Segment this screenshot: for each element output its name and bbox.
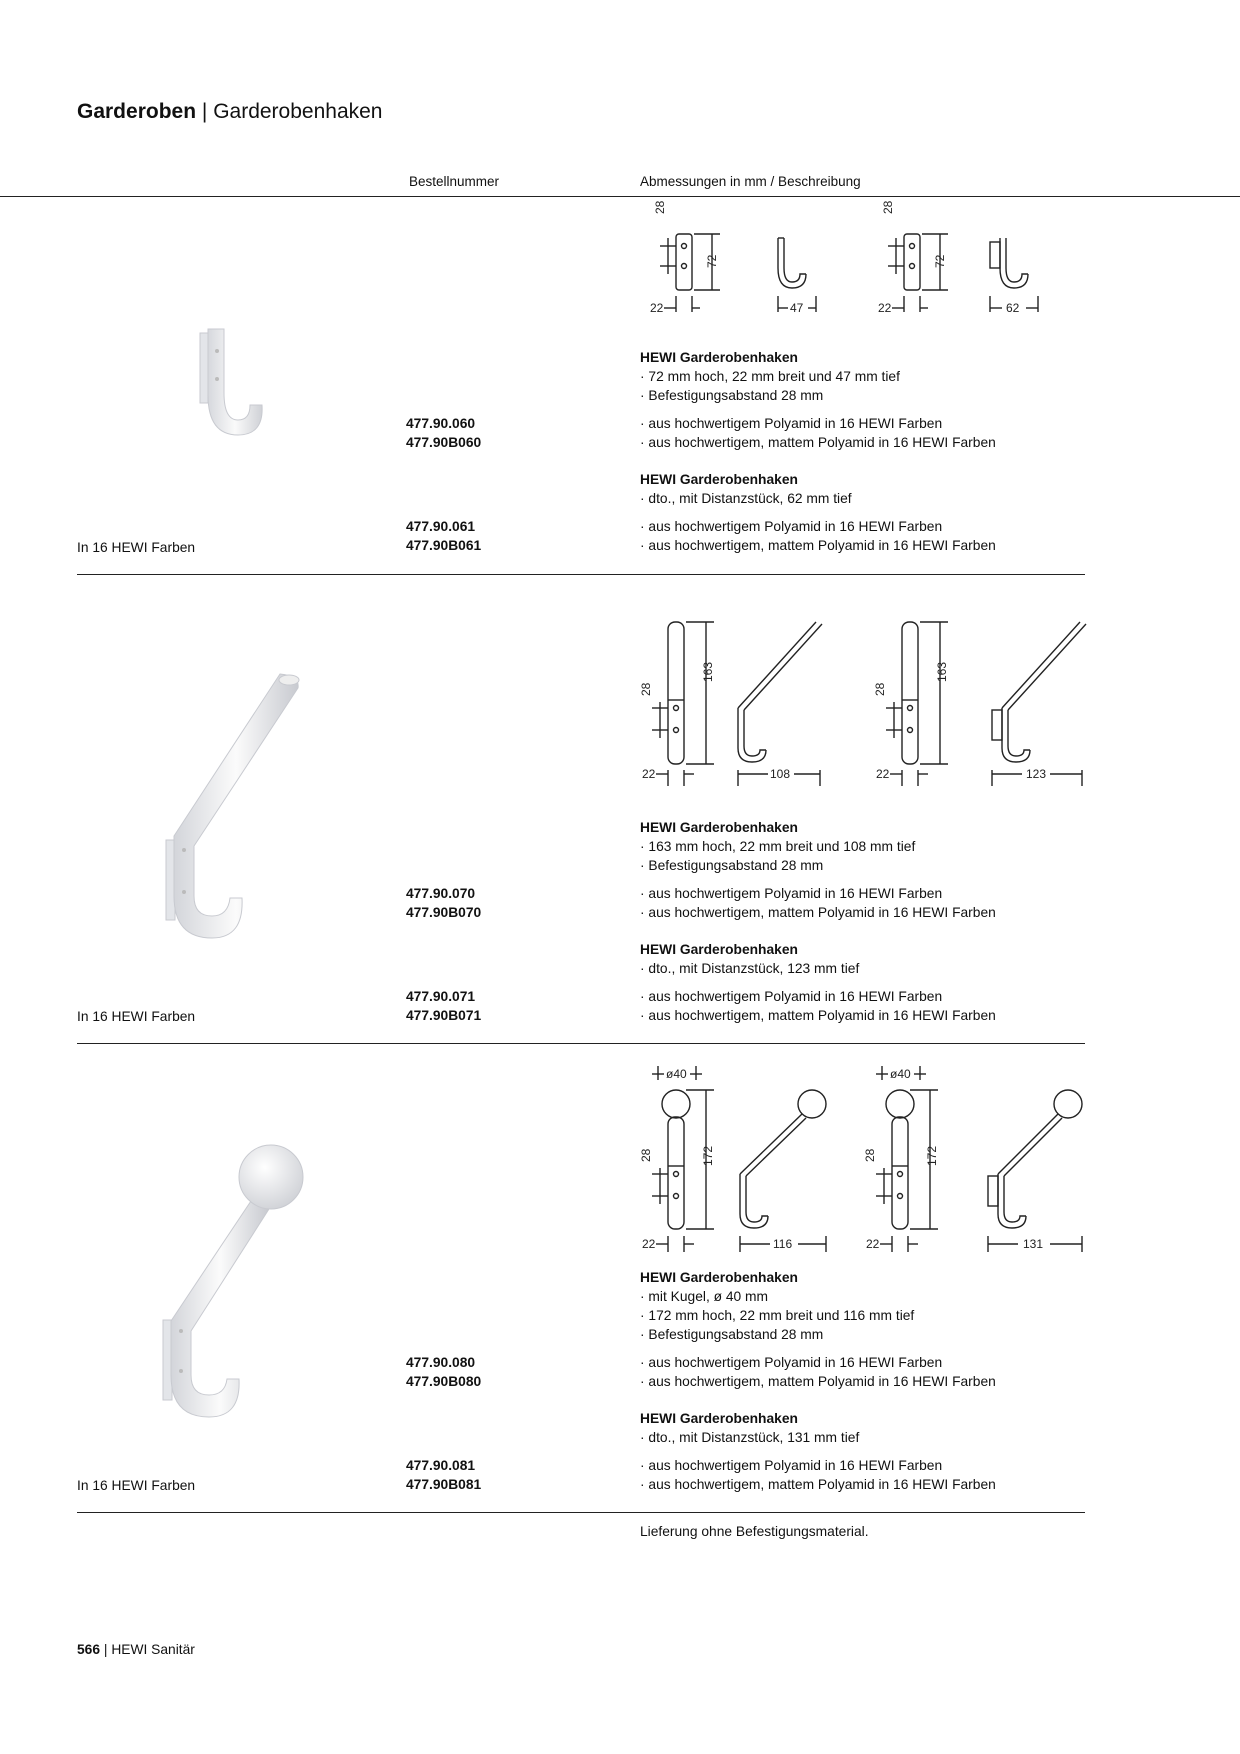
dim-spacing-b: 28 bbox=[881, 200, 895, 214]
material-line: · aus hochwertigem, mattem Polyamid in 16 HEWI Farben bbox=[640, 1374, 996, 1389]
order-number: 477.90B070 bbox=[406, 905, 482, 920]
product-desc-line: · dto., mit Distanzstück, 62 mm tief bbox=[640, 491, 852, 506]
footnote: Lieferung ohne Befestigungsmaterial. bbox=[640, 1524, 869, 1539]
dim-width-b: 22 bbox=[878, 301, 892, 315]
product-desc-line: · Befestigungsabstand 28 mm bbox=[640, 1327, 824, 1342]
section-divider bbox=[77, 574, 1085, 575]
material-line: · aus hochwertigem Polyamid in 16 HEWI Farben bbox=[640, 989, 943, 1004]
footer-label: HEWI Sanitär bbox=[111, 1642, 195, 1657]
dim-spacing-a: 28 bbox=[653, 200, 667, 214]
title-separator: | bbox=[201, 100, 208, 123]
dim-width-a: 22 bbox=[642, 767, 656, 781]
material-line: · aus hochwertigem Polyamid in 16 HEWI Farben bbox=[640, 886, 943, 901]
column-header-order: Bestellnummer bbox=[409, 174, 500, 189]
dim-depth-spacer: 131 bbox=[1023, 1237, 1044, 1251]
dim-width-b: 22 bbox=[876, 767, 890, 781]
dim-depth-a: 47 bbox=[790, 301, 804, 315]
column-header-dims: Abmessungen in mm / Beschreibung bbox=[640, 174, 861, 189]
order-number: 477.90B061 bbox=[406, 538, 482, 553]
dim-width-a: 22 bbox=[642, 1237, 656, 1251]
product-photo-hook-long bbox=[160, 670, 310, 950]
material-line: · aus hochwertigem, mattem Polyamid in 16 HEWI Farben bbox=[640, 435, 996, 450]
color-caption: In 16 HEWI Farben bbox=[77, 540, 196, 555]
order-number: 477.90B071 bbox=[406, 1008, 482, 1023]
footer-separator: | bbox=[103, 1642, 108, 1657]
dim-ball-b: ø40 bbox=[890, 1067, 911, 1081]
material-line: · aus hochwertigem Polyamid in 16 HEWI Farben bbox=[640, 1458, 943, 1473]
product-desc-line: · dto., mit Distanzstück, 131 mm tief bbox=[640, 1430, 860, 1445]
dim-spacing-b: 28 bbox=[873, 682, 887, 696]
material-line: · aus hochwertigem, mattem Polyamid in 16 HEWI Farben bbox=[640, 1477, 996, 1492]
order-number: 477.90.060 bbox=[406, 416, 476, 431]
product-photo-hook-ball bbox=[155, 1135, 315, 1425]
product-heading: HEWI Garderobenhaken bbox=[640, 942, 798, 957]
dim-depth-spacer: 123 bbox=[1026, 767, 1047, 781]
dim-height-b: 72 bbox=[933, 254, 947, 268]
title-bold: Garderoben bbox=[77, 100, 197, 123]
dim-width-a: 22 bbox=[650, 301, 664, 315]
material-line: · aus hochwertigem, mattem Polyamid in 16 HEWI Farben bbox=[640, 905, 996, 920]
product-heading: HEWI Garderobenhaken bbox=[640, 472, 798, 487]
material-line: · aus hochwertigem, mattem Polyamid in 16 HEWI Farben bbox=[640, 1008, 996, 1023]
dim-depth-spacer: 62 bbox=[1006, 301, 1020, 315]
product-heading: HEWI Garderobenhaken bbox=[640, 1411, 798, 1426]
product-desc-line: · Befestigungsabstand 28 mm bbox=[640, 388, 824, 403]
page-number: 566 bbox=[77, 1642, 101, 1657]
order-number: 477.90.061 bbox=[406, 519, 476, 534]
dim-depth-a: 116 bbox=[773, 1237, 793, 1251]
product-desc-line: · 163 mm hoch, 22 mm breit und 108 mm tief bbox=[640, 839, 916, 854]
dim-spacing-a: 28 bbox=[639, 1148, 653, 1162]
product-desc-line: · 172 mm hoch, 22 mm breit und 116 mm tief bbox=[640, 1308, 915, 1323]
dim-height-b: 163 bbox=[935, 661, 949, 682]
product-heading: HEWI Garderobenhaken bbox=[640, 1270, 798, 1285]
dim-spacing-a: 28 bbox=[639, 682, 653, 696]
color-caption: In 16 HEWI Farben bbox=[77, 1009, 196, 1024]
product-desc-line: · dto., mit Distanzstück, 123 mm tief bbox=[640, 961, 860, 976]
order-number: 477.90B060 bbox=[406, 435, 482, 450]
dim-spacing-b: 28 bbox=[863, 1148, 877, 1162]
dim-width-b: 22 bbox=[866, 1237, 880, 1251]
dim-ball-a: ø40 bbox=[666, 1067, 687, 1081]
title-rest: Garderobenhaken bbox=[213, 100, 383, 123]
color-caption: In 16 HEWI Farben bbox=[77, 1478, 196, 1493]
dim-height-a: 163 bbox=[701, 661, 715, 682]
dimension-drawing-3 bbox=[630, 1062, 1090, 1262]
material-line: · aus hochwertigem, mattem Polyamid in 16 HEWI Farben bbox=[640, 538, 996, 553]
dim-height-b: 172 bbox=[925, 1145, 939, 1166]
product-photo-hook-small bbox=[190, 325, 280, 445]
material-line: · aus hochwertigem Polyamid in 16 HEWI Farben bbox=[640, 519, 943, 534]
section-divider bbox=[77, 1512, 1085, 1513]
dimension-drawing-2 bbox=[630, 612, 1090, 792]
product-desc-line: · Befestigungsabstand 28 mm bbox=[640, 858, 824, 873]
dimension-drawing-1 bbox=[640, 200, 1060, 322]
page-footer bbox=[77, 1640, 195, 1659]
product-heading: HEWI Garderobenhaken bbox=[640, 820, 798, 835]
order-number: 477.90B081 bbox=[406, 1477, 482, 1492]
product-desc-line: · mit Kugel, ø 40 mm bbox=[640, 1289, 769, 1304]
order-number: 477.90.081 bbox=[406, 1458, 476, 1473]
product-desc-line: · 72 mm hoch, 22 mm breit und 47 mm tief bbox=[640, 369, 900, 384]
order-number: 477.90.080 bbox=[406, 1355, 476, 1370]
material-line: · aus hochwertigem Polyamid in 16 HEWI Farben bbox=[640, 1355, 943, 1370]
page-title bbox=[77, 100, 382, 124]
order-number: 477.90.070 bbox=[406, 886, 476, 901]
material-line: · aus hochwertigem Polyamid in 16 HEWI Farben bbox=[640, 416, 943, 431]
header-rule bbox=[0, 196, 1240, 197]
section-divider bbox=[77, 1043, 1085, 1044]
order-number: 477.90B080 bbox=[406, 1374, 482, 1389]
dim-depth-a: 108 bbox=[770, 767, 791, 781]
product-heading: HEWI Garderobenhaken bbox=[640, 350, 798, 365]
order-number: 477.90.071 bbox=[406, 989, 476, 1004]
dim-height-a: 72 bbox=[705, 254, 719, 268]
dim-height-a: 172 bbox=[701, 1145, 715, 1166]
